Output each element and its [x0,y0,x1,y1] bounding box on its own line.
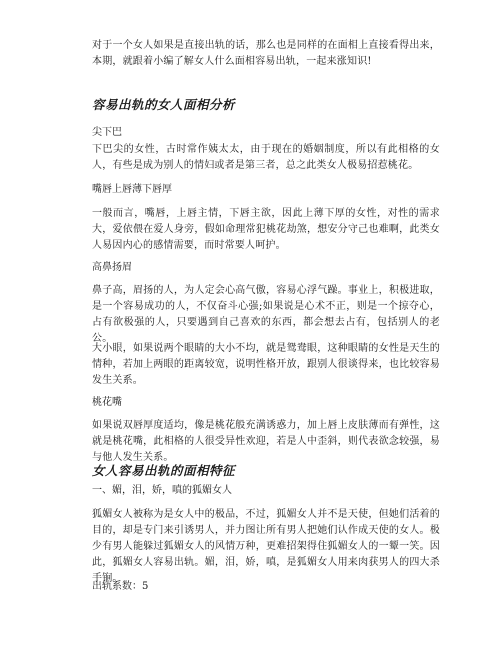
item-title: 嘴唇上唇薄下唇厚 [92,184,172,195]
item-title: 高鼻扬眉 [92,262,132,273]
intro-paragraph: 对于一个女人如果是直接出轨的话，那么也是同样的在面相上直接看得出来，本期，就跟着小编了解女人什么面相容易出轨，一起来涨知识! [92,40,440,67]
item-title: 一、媚，泪，娇，嗔的狐媚女人 [92,485,232,496]
item-paragraph: 一般而言，嘴唇，上唇主情，下唇主欲，因此上薄下厚的女性，对性的需求大，爱依偎在爱人身旁，假如命理常犯桃花劫煞，想安分守己也难啊，此类女人易因内心的感情需要，而时常要人呵护。 [92,208,440,251]
section-heading: 女人容易出轨的面相特征 [92,463,236,478]
item-title: 尖下巴 [92,127,122,138]
item-paragraph: 如果说双唇厚度适均，像是桃花般充满诱惑力，加上唇上皮肤薄而有弹性，这就是桃花嘴，此相格的人很受异性欢迎，若是人中歪斜，则代表欲念较强，易与他人发生关系。 [92,420,440,463]
item-paragraph: 下巴尖的女性，古时常作姨太太，由于现在的婚姻制度，所以有此相格的女人，有些是成为别人的情妇或者是第三者，总之此类女人极易招惹桃花。 [92,144,440,171]
rating-line: 出轨系数：5 [92,581,149,592]
item-paragraph: 狐媚女人被称为是女人中的极品，不过，狐媚女人并不是天使，但她们活着的目的，却是专门来引诱男人，并力图让所有男人把她们认作成天使的女人。极少有男人能躲过狐媚女人的风情万种，更难招架得住狐媚女人的一颦一笑。因此，狐媚女人容易出轨。媚，泪，娇，嗔，是狐媚女人用来肉获男人的四大杀手锏。 [92,509,440,584]
item-paragraph: 大小眼，如果说两个眼睛的大小不均，就是鸳鸯眼，这种眼睛的女性是天生的情种，若加上两眼的距离较宽，说明性格开放，跟别人很谈得来，也比较容易发生关系。 [92,343,440,386]
item-title: 桃花嘴 [92,397,122,408]
item-paragraph: 鼻子高，眉扬的人，为人定会心高气傲，容易心浮气躁。事业上，积极进取，是一个容易成功的人，不仅奋斗心强;如果说是心术不正，则是一个掠夺心，占有欲极强的人，只要遇到自己喜欢的东西，都会想去占有，包括别人的老公。 [92,285,440,344]
section-heading: 容易出轨的女人面相分析 [92,97,236,112]
